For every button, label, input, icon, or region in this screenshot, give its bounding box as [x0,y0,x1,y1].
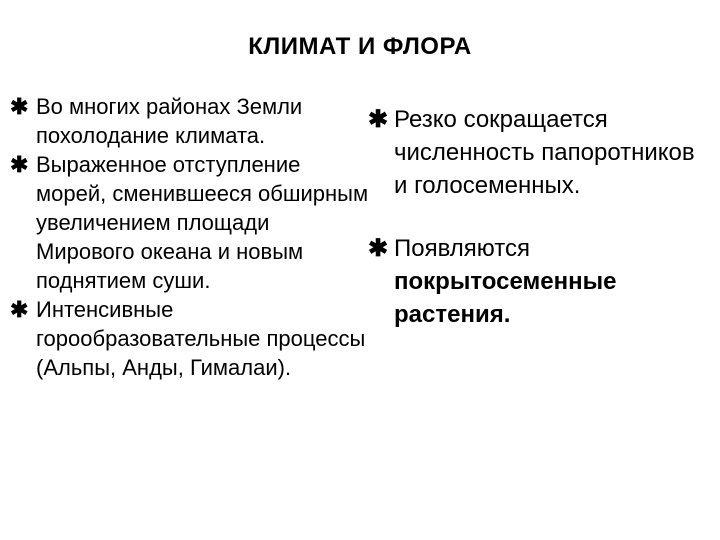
slide-title: КЛИМАТ И ФЛОРА [248,33,472,60]
list-item-text: Резко сокращается численность папоротников и голосеменных. [394,106,695,199]
list-item-text: Интенсивные горообразовательные процессы (Альпы, Анды, Гималаи). [36,297,366,380]
list-item-text: Во многих районах Земли похолодание климата. [36,94,303,148]
asterisk-bullet-icon: ✱ [10,152,29,177]
list-item [368,232,713,331]
list-item [368,103,713,202]
asterisk-bullet-icon: ✱ [368,106,389,133]
asterisk-bullet-icon: ✱ [10,297,29,322]
list-item [10,295,370,382]
list-item [10,92,370,150]
left-column [10,92,370,382]
list-item-text: Выраженное отступление морей, сменившееся обширным увеличением площади Мирового океана и новым поднятием суши. [36,152,369,293]
list-item-emphasis: покрытосеменные растения. [394,268,617,328]
asterisk-bullet-icon: ✱ [368,235,389,262]
list-item-text: Появляются [394,235,530,262]
list-item [10,150,370,295]
asterisk-bullet-icon: ✱ [10,94,29,119]
right-column [368,103,713,331]
